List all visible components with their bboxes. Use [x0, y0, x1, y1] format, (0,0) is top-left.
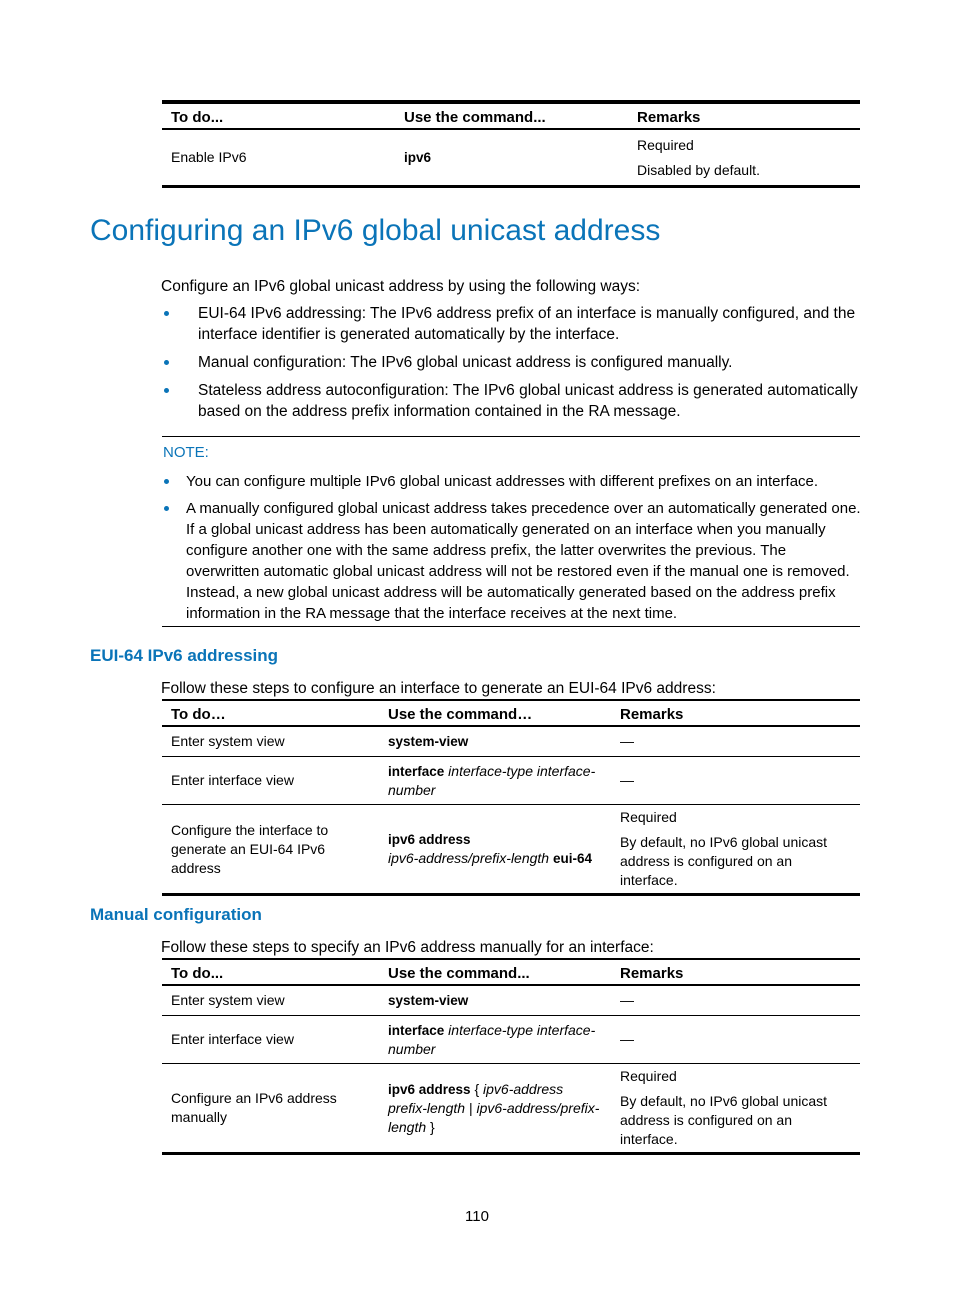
- command-argument: ipv6-address/prefix-length: [388, 1099, 600, 1135]
- remarks-cell: —: [620, 992, 634, 1008]
- command-separator: |: [468, 1099, 473, 1116]
- col-header-command: Use the command...: [404, 109, 546, 126]
- list-item: [162, 498, 862, 624]
- list-item-text: Stateless address autoconfiguration: The IPv6 global unicast address is generated automatically based on the address prefix information contained in the RA message.: [198, 382, 858, 420]
- todo-cell: Enter system view: [171, 992, 285, 1008]
- todo-cell: Enter interface view: [171, 772, 294, 788]
- list-item: [162, 303, 862, 345]
- intro-paragraph: Configure an IPv6 global unicast address by using the following ways:: [161, 278, 641, 295]
- command-argument: ipv6-address/prefix-length: [388, 850, 550, 866]
- bullet-icon: [164, 479, 169, 484]
- command-argument: interface-type interface-number: [388, 1021, 596, 1057]
- command-argument: ipv6-address prefix-length: [388, 1080, 564, 1116]
- list-item: [162, 380, 862, 422]
- bullet-icon: [164, 388, 169, 393]
- col-header-todo: To do...: [171, 965, 224, 982]
- remarks-cell: [628, 129, 860, 187]
- command-keyword: system-view: [388, 993, 469, 1008]
- col-header-remarks: Remarks: [620, 706, 684, 723]
- note-list: [162, 471, 862, 630]
- command-keyword: ipv6 address: [388, 832, 471, 847]
- eui64-table: [162, 699, 860, 896]
- table-row: [162, 1064, 860, 1154]
- col-header-todo: To do…: [171, 706, 226, 723]
- command-cell: [379, 726, 611, 757]
- list-item: [162, 352, 862, 373]
- col-header-command: Use the command…: [388, 706, 533, 723]
- table-row: [162, 1016, 860, 1064]
- command-keyword: system-view: [388, 734, 469, 749]
- list-item-text: EUI-64 IPv6 addressing: The IPv6 address prefix of an interface is manually configured, and the interface identifier is generated automatically by the interface.: [198, 305, 856, 343]
- remark-line: By default, no IPv6 global unicast address is configured on an interface.: [620, 1093, 828, 1147]
- remarks-cell: —: [620, 1031, 634, 1047]
- manual-intro: Follow these steps to specify an IPv6 address manually for an interface:: [161, 939, 654, 956]
- remark-line: Required: [620, 1068, 677, 1084]
- note-label: NOTE:: [163, 444, 209, 461]
- methods-list: [162, 303, 862, 429]
- page-number: 110: [465, 1208, 489, 1225]
- remarks-cell: [611, 1064, 860, 1154]
- bullet-icon: [164, 506, 169, 511]
- remarks-cell: [611, 805, 860, 895]
- todo-cell: Enter interface view: [171, 1031, 294, 1047]
- command-cell: [395, 129, 628, 187]
- command-keyword: eui-64: [552, 851, 593, 866]
- todo-cell: Enable IPv6: [171, 149, 247, 165]
- command-cell: [379, 757, 611, 805]
- note-text: A manually configured global unicast address takes precedence over an automatically generated one. If a global unicast address has been automatically generated on an interface when you manually configure another one with the same address prefix, the latter overwrites the previous. The overwritten automatic global unicast address will not be restored even if the manual one is removed. Instead, a new global unicast address will be automatically generated based on the address prefix information in the RA message that the interface receives at the next time.: [186, 500, 861, 622]
- manual-table: [162, 958, 860, 1155]
- bullet-icon: [164, 311, 169, 316]
- list-item: [162, 471, 862, 492]
- eui64-intro: Follow these steps to configure an interface to generate an EUI-64 IPv6 address:: [161, 680, 716, 697]
- col-header-remarks: Remarks: [620, 965, 684, 982]
- command-keyword: interface: [388, 763, 445, 779]
- command-keyword: ipv6 address: [388, 1081, 471, 1097]
- remark-line: By default, no IPv6 global unicast address is configured on an interface.: [620, 834, 828, 888]
- command-brace: }: [430, 1118, 435, 1135]
- table-row: [162, 805, 860, 895]
- todo-cell: Configure the interface to generate an EUI-64 IPv6 address: [171, 821, 329, 876]
- remark-line: Disabled by default.: [637, 161, 760, 178]
- bullet-icon: [164, 360, 169, 365]
- col-header-command: Use the command...: [388, 965, 530, 982]
- todo-cell: Configure an IPv6 address manually: [171, 1090, 337, 1125]
- remarks-cell: —: [620, 772, 634, 788]
- table-row: [162, 726, 860, 757]
- list-item-text: Manual configuration: The IPv6 global unicast address is configured manually.: [198, 354, 733, 371]
- command-argument: interface-type interface-number: [388, 762, 596, 798]
- note-text: You can configure multiple IPv6 global unicast addresses with different prefixes on an interface.: [186, 473, 819, 490]
- col-header-todo: To do...: [171, 109, 224, 126]
- remark-line: Required: [637, 136, 694, 153]
- eui64-heading: EUI-64 IPv6 addressing: [90, 646, 279, 665]
- command-keyword: ipv6: [404, 150, 432, 165]
- remarks-cell: —: [620, 733, 634, 749]
- command-brace: {: [474, 1080, 480, 1097]
- col-header-remarks: Remarks: [637, 109, 701, 126]
- enable-ipv6-table: [162, 100, 860, 188]
- section-title: Configuring an IPv6 global unicast address: [90, 214, 661, 247]
- remark-line: Required: [620, 809, 677, 825]
- command-keyword: interface: [388, 1022, 445, 1038]
- table-row: [162, 129, 860, 187]
- todo-cell: Enter system view: [171, 733, 285, 749]
- command-cell: [379, 985, 611, 1016]
- table-row: [162, 985, 860, 1016]
- command-cell: [379, 1016, 611, 1064]
- table-row: [162, 757, 860, 805]
- manual-heading: Manual configuration: [90, 905, 262, 924]
- command-cell: [379, 1064, 611, 1154]
- command-cell: [379, 805, 611, 895]
